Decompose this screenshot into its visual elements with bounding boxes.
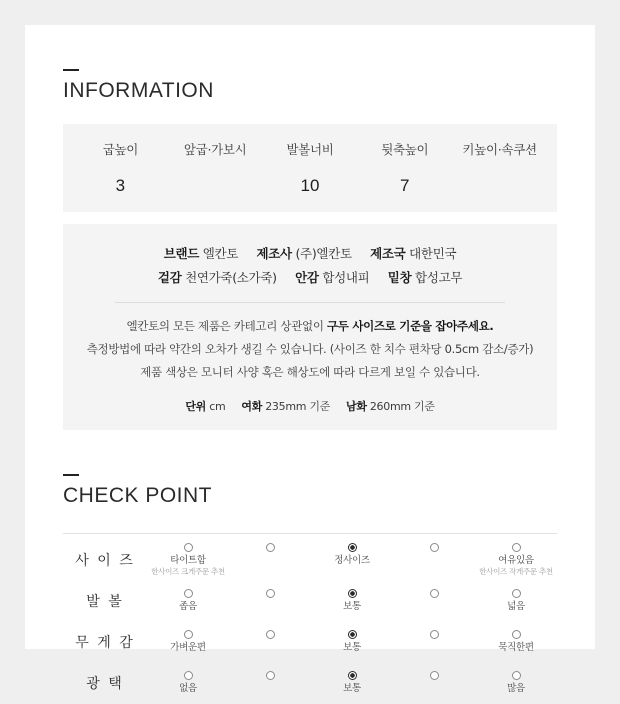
unit-value: 260mm 기준: [369, 399, 435, 413]
note-line-1: [81, 315, 539, 338]
checkpoint-row-label: 사 이 즈: [75, 553, 135, 570]
size-value-cell: [452, 176, 547, 196]
spec-label: 제조사: [256, 246, 292, 262]
checkpoint-row-label: 무 게 감: [75, 635, 135, 652]
radio-icon[interactable]: [348, 630, 357, 639]
note-text: 엘칸토의 모든 제품은 카테고리 상관없이: [126, 318, 327, 333]
checkpoint-row-gloss: [63, 663, 557, 704]
spec-label: 겉감: [157, 269, 182, 285]
size-table-value-row: [73, 176, 547, 196]
radio-icon[interactable]: [266, 671, 275, 680]
product-detail-page: [25, 25, 595, 695]
radio-icon[interactable]: [512, 630, 521, 639]
spec-row-brand: [81, 242, 539, 266]
checkpoint-options: [147, 671, 557, 695]
checkpoint-row-width: [63, 581, 557, 622]
spec-label: 안감: [295, 269, 319, 285]
radio-icon[interactable]: [348, 543, 357, 552]
radio-icon[interactable]: [184, 671, 193, 680]
option-caption: 묵직한편: [498, 642, 534, 654]
spec-box: [63, 224, 557, 430]
size-header-cell: 키높이·속쿠션: [462, 142, 537, 158]
checkpoint-option[interactable]: [147, 671, 229, 695]
spec-divider: [115, 302, 505, 303]
checkpoint-option[interactable]: [147, 630, 229, 654]
radio-icon[interactable]: [266, 543, 275, 552]
unit-value: cm: [209, 399, 226, 413]
checkpoint-table: [63, 533, 557, 704]
checkpoint-options: [147, 630, 557, 654]
checkpoint-row-label: 발 볼: [86, 594, 124, 611]
spec-value: 합성내피: [322, 269, 370, 285]
checkpoint-option[interactable]: [229, 671, 311, 695]
checkpoint-option[interactable]: [229, 589, 311, 613]
size-value-cell: [168, 176, 263, 196]
unit-label: 남화: [346, 399, 367, 413]
radio-icon[interactable]: [430, 589, 439, 598]
section-dash-icon: [63, 474, 79, 476]
unit-note: [81, 398, 539, 414]
checkpoint-row-label: 광 택: [86, 676, 124, 693]
radio-icon[interactable]: [266, 589, 275, 598]
checkpoint-options: [147, 543, 557, 577]
unit-label: 단위: [185, 399, 207, 413]
checkpoint-option[interactable]: [393, 630, 475, 654]
checkpoint-option[interactable]: [475, 589, 557, 613]
spec-value: 합성고무: [415, 269, 463, 285]
checkpoint-option[interactable]: [147, 589, 229, 613]
checkpoint-option[interactable]: [311, 671, 393, 695]
option-caption: 타이트함: [170, 555, 206, 567]
option-caption: 여유있음: [498, 555, 534, 567]
size-value-cell: 7: [400, 176, 410, 196]
size-value-cell: 10: [300, 176, 320, 196]
spec-value: 엘칸토: [202, 246, 239, 262]
note-line-3: [81, 361, 539, 384]
unit-label: 여화: [241, 399, 263, 413]
option-caption: 가벼운편: [170, 642, 206, 654]
page-inner: [25, 69, 595, 704]
checkpoint-option[interactable]: [475, 543, 557, 577]
option-caption: 보통: [343, 683, 361, 695]
size-header-cell: 굽높이: [102, 142, 139, 158]
option-caption: 정사이즈: [334, 555, 370, 567]
radio-icon[interactable]: [348, 589, 357, 598]
checkpoint-option[interactable]: [393, 589, 475, 613]
option-caption: 보통: [343, 642, 361, 654]
checkpoint-options: [147, 589, 557, 613]
radio-icon[interactable]: [430, 671, 439, 680]
spec-row-material: [81, 266, 539, 290]
radio-icon[interactable]: [184, 589, 193, 598]
spec-value: 대한민국: [409, 246, 457, 262]
checkpoint-option[interactable]: [147, 543, 229, 577]
spec-label: 밑창: [387, 269, 412, 285]
note-line-2: [81, 338, 539, 361]
option-caption: 많음: [507, 683, 525, 695]
checkpoint-option[interactable]: [475, 630, 557, 654]
radio-icon[interactable]: [512, 671, 521, 680]
option-caption: 없음: [179, 683, 197, 695]
radio-icon[interactable]: [266, 630, 275, 639]
option-subcaption: 한사이즈 크게주문 추천: [151, 567, 225, 577]
size-table: [63, 124, 557, 212]
spec-value: (주)엘칸토: [295, 246, 352, 262]
checkpoint-option[interactable]: [311, 630, 393, 654]
radio-icon[interactable]: [430, 630, 439, 639]
checkpoint-section-header: [63, 474, 557, 507]
checkpoint-row-size: [63, 540, 557, 581]
note-bold: 구두 사이즈로 기준을 잡아주세요.: [327, 318, 494, 333]
size-value-cell: 3: [115, 176, 126, 196]
page-title: INFORMATION: [63, 79, 214, 102]
spec-label: 제조국: [370, 246, 406, 262]
checkpoint-option[interactable]: [229, 630, 311, 654]
checkpoint-option[interactable]: [393, 671, 475, 695]
note-text: 측정방법에 따라 약간의 오차가 생길 수 있습니다. (사이즈 한 치수 편차당 0.5cm 감소/증가): [86, 341, 534, 356]
option-caption: 보통: [343, 601, 361, 613]
radio-icon[interactable]: [348, 671, 357, 680]
option-caption: 좁음: [179, 601, 197, 613]
size-table-header-row: [73, 140, 547, 158]
radio-icon[interactable]: [184, 630, 193, 639]
unit-value: 235mm 기준: [265, 399, 331, 413]
checkpoint-option[interactable]: [311, 589, 393, 613]
size-header-cell: 앞굽·가보시: [183, 142, 247, 158]
size-header-cell: 발볼너비: [286, 142, 334, 158]
checkpoint-option[interactable]: [229, 543, 311, 577]
checkpoint-row-weight: [63, 622, 557, 663]
section-dash-icon: [63, 69, 79, 71]
option-caption: 넓음: [507, 601, 525, 613]
information-section-header: [63, 69, 557, 102]
note-text: 제품 색상은 모니터 사양 혹은 해상도에 따라 다르게 보일 수 있습니다.: [140, 364, 480, 379]
spec-value: 천연가죽(소가죽): [185, 269, 277, 285]
checkpoint-option[interactable]: [311, 543, 393, 577]
size-header-cell: 뒷축높이: [381, 142, 429, 158]
radio-icon[interactable]: [512, 543, 521, 552]
spec-label: 브랜드: [163, 246, 200, 262]
radio-icon[interactable]: [184, 543, 193, 552]
radio-icon[interactable]: [512, 589, 521, 598]
checkpoint-option[interactable]: [393, 543, 475, 577]
checkpoint-option[interactable]: [475, 671, 557, 695]
radio-icon[interactable]: [430, 543, 439, 552]
checkpoint-title: CHECK POINT: [63, 483, 213, 507]
option-subcaption: 한사이즈 작게주문 추천: [479, 567, 553, 577]
